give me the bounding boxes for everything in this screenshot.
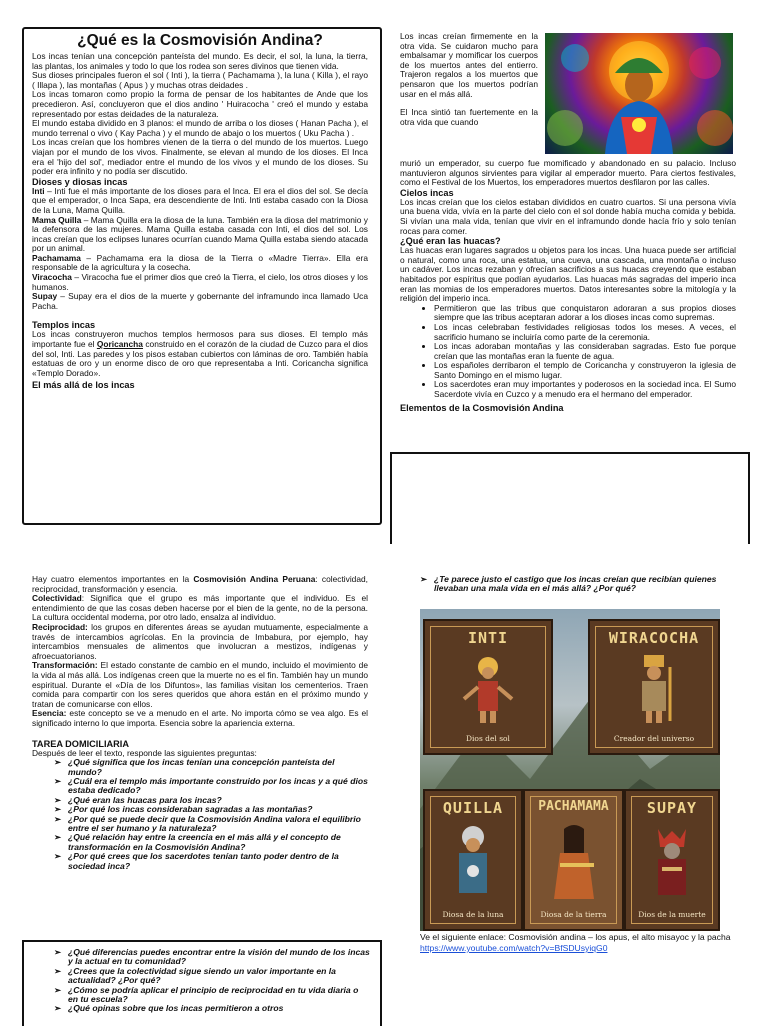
question-item: ➢ ¿Por qué los incas consideraban sagradas a las montañas? bbox=[54, 805, 368, 814]
intro-paragraph: Sus dioses principales fueron el sol ( Inti ), la tierra ( Pachamama ), la luna ( Killa ), el rayo ( Illapa ), las montañas ( Apus ) y muchas otras deidades . bbox=[32, 70, 368, 90]
temples-text-pre: Los incas construyeron muchos templos hermosos para sus dioses. El templo más importante fue el bbox=[32, 329, 368, 350]
pachamama-figure-icon bbox=[546, 823, 602, 901]
card-caption: Dios de la muerte bbox=[638, 910, 706, 919]
elements-intro bbox=[32, 575, 368, 594]
elements-heading: Elementos de la Cosmovisión Andina bbox=[400, 402, 564, 413]
god-entry bbox=[32, 187, 368, 216]
shaman-illustration bbox=[545, 33, 733, 154]
questions-list-b bbox=[32, 948, 370, 1024]
god-card-wiracocha bbox=[588, 619, 720, 755]
shaman-image bbox=[545, 33, 733, 154]
elements-intro-post: : colectividad, reciprocidad, transformación y esencia. bbox=[32, 574, 368, 594]
reflection-question-list bbox=[404, 575, 750, 594]
question-item: ➢ ¿Por qué crees que los sacerdotes tenían tanto poder dentro de la sociedad inca? bbox=[54, 852, 368, 871]
video-link-block bbox=[420, 932, 736, 954]
temples-paragraph bbox=[32, 330, 368, 378]
god-entry bbox=[32, 254, 368, 273]
god-text: – Inti fue el más importante de los dioses para el Inca. El era el dios del sol. Se decía que el emperador, o Inca Sapa, era descendiente de Inti. Inti estaba casado con la Diosa de la Luna, Mama Quilla. bbox=[32, 185, 368, 215]
element-name: Esencia: bbox=[32, 708, 67, 719]
homework-intro: Después de leer el texto, responde las siguientes preguntas: bbox=[32, 747, 257, 758]
god-name: Mama Quilla bbox=[32, 214, 82, 225]
element-text: este concepto se ve a menudo en el arte. No importa cómo se vea algo. Es el significado interno lo que importa. Esencia sobre la apariencia externa. bbox=[32, 708, 368, 728]
elements-intro-bold: Cosmovisión Andina Peruana bbox=[193, 574, 316, 584]
elements-intro-pre: Hay cuatro elementos importantes en la bbox=[32, 574, 194, 584]
god-card-inti bbox=[423, 619, 553, 755]
afterlife-paragraph: Los incas creían firmemente en la otra vida. Se cuidaron mucho para embalsamar y momificar los cuerpos de los muertos antes del entierro. Trajeron regalos a los muertos que pensaron que los muertos podrían usar en el más allá. bbox=[400, 31, 538, 99]
page-title: ¿Qué es la Cosmovisión Andina? bbox=[77, 32, 323, 49]
huacas-paragraph: Las huacas eran lugares sagrados u objetos para los incas. Una huaca puede ser artificial o natural, como una roca, una estatua, una cueva, una cascada, una montaña o incluso un cadáver. Los incas rezaban y ofrecían sacrificios a sus huacas creyendo que estaban habitados por espíritus que podían ayudarlos. Las huacas más sagradas del imperio inca eran las momias de los emperadores muertos. Datos interesantes sobre la mitología y la religión del imperio inca. bbox=[400, 245, 736, 304]
beyond-heading: El más allá de los incas bbox=[32, 380, 135, 391]
god-name: Supay bbox=[32, 291, 58, 302]
card-name: WIRACOCHA bbox=[608, 629, 700, 647]
gods-heading: Dioses y diosas incas bbox=[32, 176, 128, 187]
god-text: – Mama Quilla era la diosa de la luna. También era la diosa del matrimonio y la defensora de las mujeres. Mama Quilla estaba casada con Inti, el dios del sol. Los incas creían que los eclipses lunares ocurrían cuando Mama Quilla estaba siendo atacada por un animal. bbox=[32, 214, 368, 254]
homework-heading: TAREA DOMICILIARIA bbox=[32, 738, 129, 749]
card-caption: Creador del universo bbox=[613, 734, 695, 743]
card-caption: Diosa de la luna bbox=[442, 910, 504, 919]
element-entry bbox=[32, 661, 368, 709]
intro-paragraph: Los incas creían que los hombres vienen de la tierra o del mundo de los muertos. Luego viajan por el mundo de los vivos. Finalmente, se elevan al mundo de los dioses. El Inca era el 'hijo del sol', mediador entre el mundo de los vivos y el mundo de los dioses. Su poder era infinito y no podía ser discutido. bbox=[32, 137, 368, 177]
card-name: SUPAY bbox=[646, 799, 698, 817]
question-item: ➢ ¿Qué opinas sobre que los incas permitieron a otros bbox=[54, 1004, 370, 1013]
element-entry bbox=[32, 623, 368, 661]
element-name: Colectividad bbox=[32, 593, 82, 604]
intro-paragraph: El mundo estaba dividido en 3 planos: el mundo de arriba o los dioses ( Hanan Pacha ), el mundo terrenal o vivo ( Kay Pacha ) y el mundo de abajo o los muertos ( Uku Pacha ) . bbox=[32, 118, 368, 138]
bottom-left-content bbox=[32, 575, 368, 871]
god-name: Viracocha bbox=[32, 272, 72, 283]
top-right-content bbox=[400, 159, 736, 413]
elements-frame bbox=[390, 452, 750, 544]
fact-item: • Los españoles derribaron el templo de Coricancha y construyeron la iglesia de Santo Domingo en el mismo lugar. bbox=[434, 361, 736, 380]
afterlife-paragraph-rest: murió un emperador, su cuerpo fue momificado y abandonado en su palacio. Incluso mantuvieron algunos sirvientes para vigilar al emperador muerto. Para ciertos festivales, como el Festival de los Muertos, los emperadores muertos desfilaron por las calles. bbox=[400, 158, 736, 188]
fact-item: • Los incas adoraban montañas y las consideraban sagradas. Esto fue porque creían que las montañas eran la fuente de agua. bbox=[434, 342, 736, 361]
element-entry bbox=[32, 594, 368, 623]
skies-heading: Cielos incas bbox=[400, 187, 454, 198]
reflection-question: ➢ ¿Te parece justo el castigo que los incas creían que recibían quienes llevaban una mala vida en el más allá? ¿Por qué? bbox=[420, 575, 750, 594]
skies-paragraph: Los incas creían que los cielos estaban divididos en cuatro cuartos. Si una persona vivía una buena vida, vivía en la parte del cielo con el sol donde había mucha comida y bebida. Si vivían una mala vida, tenían que vivir en el inframundo donde hacía frío y solo tenían rocas para comer. bbox=[400, 196, 736, 236]
top-left-content bbox=[32, 32, 368, 390]
question-item: ➢ ¿Por qué se puede decir que la Cosmovisión Andina valora el equilibrio entre el ser humano y la naturaleza? bbox=[54, 815, 368, 834]
question-item: ➢ ¿Cómo se podría aplicar el principio de reciprocidad en tu vida diaria o en tu escuela? bbox=[54, 986, 370, 1005]
element-name: Transformación: bbox=[32, 660, 98, 671]
element-text: : Significa que el grupo es más importante que el individuo. Es el entendimiento de que las cosas deben hacerse por el bien de la gente, no de la persona. La cultura occidental moderna, por otro lado, ensalza al individuo. bbox=[32, 593, 368, 623]
quilla-figure-icon bbox=[445, 825, 501, 899]
supay-figure-icon bbox=[644, 825, 700, 901]
question-item: ➢ ¿Qué eran las huacas para los incas? bbox=[54, 796, 368, 805]
card-caption: Dios del sol bbox=[466, 734, 510, 743]
god-entry bbox=[32, 273, 368, 292]
video-link-label: Ve el siguiente enlace: Cosmovisión andina – los apus, el alto misayoc y la pacha bbox=[420, 932, 731, 942]
question-item: ➢ ¿Cuál era el templo más importante construido por los incas y a qué dios estaba dedicado? bbox=[54, 777, 368, 796]
god-name: Inti bbox=[32, 185, 45, 196]
element-entry bbox=[32, 709, 368, 728]
god-card-supay bbox=[624, 789, 720, 931]
fact-item: • Los sacerdotes eran muy importantes y poderosos en la sociedad inca. El Sumo Sacerdote vivía en Cuzco y a menudo era el hermano del emperador. bbox=[434, 380, 736, 399]
god-text: – Viracocha fue el primer dios que creó la Tierra, el cielo, los otros dioses y los humanos. bbox=[32, 272, 368, 292]
fact-item: • Los incas celebraban festividades religiosas todos los meses. A veces, el sacrificio humano se incluiría como parte de la ceremonia. bbox=[434, 323, 736, 342]
wiracocha-figure-icon bbox=[624, 653, 684, 725]
card-name: PACHAMAMA bbox=[538, 799, 609, 814]
god-entry bbox=[32, 216, 368, 254]
fact-item: • Permitieron que las tribus que conquistaron adoraran a sus propios dioses siempre que las tribus aceptaran adorar a los dioses incas como supremas. bbox=[434, 304, 736, 323]
gods-poster bbox=[420, 609, 720, 931]
card-name: INTI bbox=[467, 629, 509, 647]
temples-heading: Templos incas bbox=[32, 320, 96, 331]
afterlife-paragraph-start: El Inca sintió tan fuertemente en la otra vida que cuando bbox=[400, 107, 538, 127]
questions-list bbox=[32, 758, 368, 871]
god-card-pachamama bbox=[523, 789, 624, 931]
element-name: Reciprocidad: bbox=[32, 621, 88, 632]
inti-figure-icon bbox=[458, 655, 518, 725]
card-caption: Diosa de la tierra bbox=[540, 910, 607, 919]
question-item: ➢ ¿Crees que la colectividad sigue siendo un valor importante en la actualidad? ¿Por qué? bbox=[54, 967, 370, 986]
intro-paragraph: Los incas tomaron como propio la forma de pensar de los habitantes de Ande que los precedieron. Así, concluyeron que el dios andino ' Huiracocha ' creó el mundo y estaba representado por estas deidades de la naturaleza. bbox=[32, 89, 368, 119]
god-text: – Supay era el dios de la muerte y gobernante del inframundo inca llamado Uca Pacha. bbox=[32, 291, 368, 311]
god-entry bbox=[32, 292, 368, 311]
god-card-quilla bbox=[423, 789, 523, 931]
element-text: El estado constante de cambio en el mundo, incluido el movimiento de la vida al más allá. Los indígenas creen que la muerte no es el fin. También hay un mundo espiritual. Durante el «Día de los Difuntos», las familias visitan los cementerios. Traen comida para compartir con los seres queridos que ahora están en el próximo mundo y tratan de comunicarse con ellos. bbox=[32, 660, 368, 709]
intro-paragraph: Los incas tenían una concepción panteísta del mundo. Es decir, el sol, la luna, la tierra, las plantas, los animales y todo lo que los rodea son seres divinos que tienen vida. bbox=[32, 51, 368, 71]
element-text: los grupos en diferentes áreas se ayudan mutuamente, especialmente a través de intercambios agrícolas. En la provincia de Imbabura, por ejemplo, hay intercambios mensuales de alimentos que involucran a mestizos, indígenas y afroecuatorianos. bbox=[32, 621, 368, 661]
question-item: ➢ ¿Qué significa que los incas tenían una concepción panteísta del mundo? bbox=[54, 758, 368, 777]
god-name: Pachamama bbox=[32, 252, 81, 263]
temples-text-post: construido en el corazón de la ciudad de Cuzco para el dios del sol, Inti. Las paredes y los pisos estaban cubiertos con láminas de oro. También había estatuas de oro y un enorme disco de oro que representaba a Inti. Coricancha significa «Templo Dorado». bbox=[32, 339, 368, 378]
video-link[interactable]: https://www.youtube.com/watch?v=BfSDUsyiqG0 bbox=[420, 943, 608, 953]
huacas-heading: ¿Qué eran las huacas? bbox=[400, 236, 501, 247]
facts-list bbox=[400, 304, 736, 400]
card-name: QUILLA bbox=[442, 799, 504, 817]
god-text: – Pachamama era la diosa de la Tierra o «Madre Tierra». Ella era responsable de la agricultura y la cosecha. bbox=[32, 252, 368, 273]
afterlife-wrap-text bbox=[400, 32, 538, 127]
question-item: ➢ ¿Qué relación hay entre la creencia en el más allá y el concepto de transformación en la Cosmovisión Andina? bbox=[54, 833, 368, 852]
question-item: ➢ ¿Qué diferencias puedes encontrar entre la visión del mundo de los incas y la actual en tu comunidad? bbox=[54, 948, 370, 967]
qoricancha-link[interactable]: Qoricancha bbox=[96, 339, 143, 350]
